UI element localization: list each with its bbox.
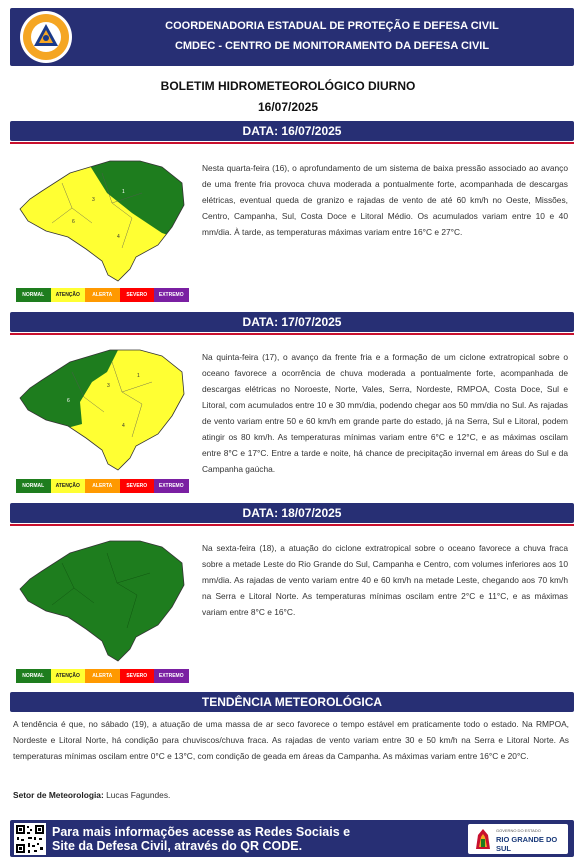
legend-severo: SEVERO [120,479,155,493]
gov-small-text: GOVERNO DO ESTADO [496,828,541,833]
day3-description: Na sexta-feira (18), a atuação do ciclone extratropical sobre o oceano favorece a chuva fraca sobre a metade Leste do Rio Grande do Sul, Campanha e Centro, com volumes inferiores aos 10 mm/dia. As rajadas de vento variam entre 40 e 60 km/h na metade Leste, chegando aos 70 km/h na Serra e Litoral Norte. As temperaturas mínimas oscilam entre 2°C e 11°C, e as máximas variam entre 8°C e 16°C. [202,543,568,617]
day1-rs-map [12,153,192,285]
legend-atencao: ATENÇÃO [51,669,86,683]
footer-bar [10,820,574,857]
legend-severo: SEVERO [120,669,155,683]
legend-severo: SEVERO [120,288,155,302]
legend-extremo: EXTREMO [154,669,189,683]
legend-normal: NORMAL [16,479,51,493]
header-title-line1: COORDENADORIA ESTADUAL DE PROTEÇÃO E DEFESA CIVIL [165,20,499,32]
header-bar [10,8,574,66]
day2-legend [16,479,189,493]
legend-alerta: ALERTA [85,669,120,683]
trend-description: A tendência é que, no sábado (19), a atuação de uma massa de ar seco favorece o tempo estável em praticamente todo o estado. Na RMPOA, Nordeste e Litoral Norte, há condição para chuviscos/chuva fraca. As rajadas de vento variam entre 30 e 50 km/h na Serra e Litoral Norte. As temperaturas mínimas oscilam entre 0°C e 13°C, com condição de geada em áreas da Campanha. As máximas variam entre 16°C e 20°C. [13,719,569,761]
legend-atencao: ATENÇÃO [51,479,86,493]
legend-alerta: ALERTA [85,288,120,302]
svg-text:6: 6 [72,219,75,225]
footer-line2: Site da Defesa Civil, através do QR CODE. [52,839,303,853]
day3-header: DATA: 18/07/2025 [10,503,574,523]
svg-text:3: 3 [92,197,95,203]
rs-government-logo [468,824,568,854]
legend-normal: NORMAL [16,669,51,683]
svg-text:4: 4 [117,234,120,240]
day1-description: Nesta quarta-feira (16), o aprofundamento de um sistema de baixa pressão associado ao avanço de uma frente fria provoca chuva moderada a pontualmente forte, acompanhada de descargas elétricas, eventual queda de granizo e rajadas de vento de até 60 km/h no Oeste, Missões, Centro, Campanha, Sul, Costa Doce e Litoral Médio. Os acumulados variam entre 10 e 40 mm/dia. À tarde, as temperaturas máximas variam entre 16°C e 27°C. [202,163,568,237]
svg-text:6: 6 [67,398,70,404]
bulletin-date: 16/07/2025 [257,100,319,114]
svg-text:4: 4 [122,423,125,429]
day2-description: Na quinta-feira (17), o avanço da frente fria e a formação de um ciclone extratropical sobre o oceano favorece a ocorrência de chuva moderada a pontualmente forte, acompanhada de descargas elétricas no Noroeste, Norte, Vales, Serra, Nordeste, RMPOA, Costa Doce, Sul e Litoral, com acumulados entre 10 e 30 mm/dia, podendo chegar aos 50 mm/dia no Sul. As rajadas de vento variam entre 50 e 60 km/h em grande parte do estado, já na Serra, Sul e Litoral, podem atingir os 80 km/h. As temperaturas mínimas variam entre 6°C e 12°C, e as máximas oscilam entre 8°C e 17°C. Entre a tarde e noite, há chance de precipitação invernal em áreas do Sul e da Campanha gaúcha. [202,352,568,474]
day2-header: DATA: 17/07/2025 [10,312,574,332]
legend-alerta: ALERTA [85,479,120,493]
legend-normal: NORMAL [16,288,51,302]
day3-rs-map [12,533,192,665]
legend-extremo: EXTREMO [154,479,189,493]
svg-text:1: 1 [122,189,125,195]
day3-legend [16,669,189,683]
qr-code[interactable] [14,823,46,855]
footer-line1: Para mais informações acesse as Redes Sociais e [52,825,351,839]
rs-coat-icon [472,827,494,851]
svg-text:1: 1 [137,373,140,379]
defesa-civil-logo [19,10,73,64]
day3-region-normal [20,541,184,661]
credit-line [13,790,170,800]
day1-header: DATA: 16/07/2025 [10,121,574,141]
header-title-line2: CMDEC - CENTRO DE MONITORAMENTO DA DEFESA CIVIL [174,40,490,52]
credit-label: Setor de Meteorologia: [13,790,104,800]
day1-legend [16,288,189,302]
day2-rs-map [12,342,192,474]
gov-big-text: RIO GRANDE DO SUL [496,835,558,853]
credit-name: Lucas Fagundes. [106,790,171,800]
bulletin-title: BOLETIM HIDROMETEOROLÓGICO DIURNO [160,79,416,93]
legend-atencao: ATENÇÃO [51,288,86,302]
footer-message [52,825,350,853]
legend-extremo: EXTREMO [154,288,189,302]
trend-header: TENDÊNCIA METEOROLÓGICA [10,692,574,712]
svg-text:3: 3 [107,383,110,389]
